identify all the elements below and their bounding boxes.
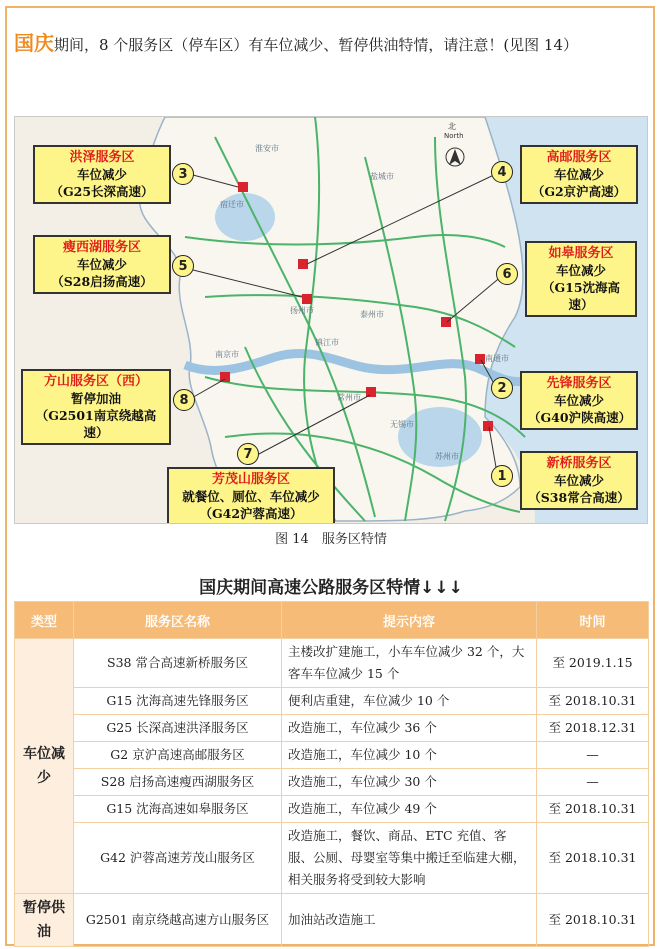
callout-xinqiao: 新桥服务区 车位减少 （S38常合高速）: [520, 451, 638, 510]
city-label: 宿迁市: [220, 200, 244, 209]
table-row: [15, 639, 649, 688]
city-label: 无锡市: [390, 420, 414, 429]
table-title: 国庆期间高速公路服务区特情↓↓↓: [199, 578, 463, 598]
marker-number: 6: [496, 263, 518, 285]
table-row: [15, 823, 649, 894]
city-label: 南京市: [215, 350, 239, 359]
time-cell: 至 2018.10.31: [537, 796, 649, 823]
service-area-table: [14, 601, 649, 947]
name-cell: S28 启扬高速瘦西湖服务区: [74, 769, 282, 796]
header-type: 类型: [15, 602, 74, 639]
name-cell: G15 沈海高速如皋服务区: [74, 796, 282, 823]
header-name: 服务区名称: [74, 602, 282, 639]
table-row: [15, 688, 649, 715]
name-cell: G2 京沪高速高邮服务区: [74, 742, 282, 769]
intro-text: 期间，8 个服务区（停车区）有车位减少、暂停供油特情，请注意！(见图 14）: [54, 36, 579, 54]
content-cell: 改造施工，车位减少 30 个: [282, 769, 537, 796]
name-cell: G25 长深高速洪泽服务区: [74, 715, 282, 742]
callout-shouxihu: 瘦西湖服务区 车位减少 （S28启扬高速）: [33, 235, 171, 294]
city-label: 淮安市: [255, 144, 279, 153]
intro-highlight: 国庆: [14, 31, 54, 55]
callout-rugao: 如皋服务区 车位减少 （G15沈海高速）: [525, 241, 637, 317]
table-row: [15, 769, 649, 796]
service-area-map: [14, 116, 648, 524]
table-row: [15, 894, 649, 947]
content-cell: 主楼改扩建施工，小车车位减少 32 个，大客车车位减少 15 个: [282, 639, 537, 688]
type-cell: 暂停供油: [15, 894, 74, 947]
table-row: [15, 796, 649, 823]
city-label: 苏州市: [435, 452, 459, 461]
city-label: 泰州市: [360, 310, 384, 319]
time-cell: 至 2019.1.15: [537, 639, 649, 688]
city-label: 南通市: [485, 354, 509, 363]
marker-number: 1: [491, 465, 513, 487]
content-cell: 便利店重建，车位减少 10 个: [282, 688, 537, 715]
callout-xianfeng: 先锋服务区 车位减少 （G40沪陕高速）: [520, 371, 638, 430]
table-row: [15, 742, 649, 769]
marker-number: 5: [172, 255, 194, 277]
name-cell: S38 常合高速新桥服务区: [74, 639, 282, 688]
table-row: [15, 715, 649, 742]
marker-number: 2: [491, 377, 513, 399]
header-content: 提示内容: [282, 602, 537, 639]
callout-gaoyou: 高邮服务区 车位减少 （G2京沪高速）: [520, 145, 638, 204]
north-cn-label: 北: [448, 122, 456, 131]
marker-number: 3: [172, 163, 194, 185]
intro-paragraph: [14, 22, 644, 66]
city-label: 扬州市: [290, 306, 314, 315]
figure-caption: 图 14 服务区特情: [275, 532, 387, 547]
table-header-row: [15, 602, 649, 639]
name-cell: G15 沈海高速先锋服务区: [74, 688, 282, 715]
time-cell: 至 2018.10.31: [537, 688, 649, 715]
content-cell: 加油站改造施工: [282, 894, 537, 947]
marker-number: 4: [491, 161, 513, 183]
callout-hongze: 洪泽服务区 车位减少 （G25长深高速）: [33, 145, 171, 204]
callout-fangshan: 方山服务区（西） 暂停加油 （G2501南京绕越高速）: [21, 369, 171, 445]
city-label: 镇江市: [315, 338, 339, 347]
header-time: 时间: [537, 602, 649, 639]
time-cell: —: [537, 769, 649, 796]
city-label: 常州市: [337, 393, 361, 402]
city-label: 盐城市: [370, 172, 394, 181]
name-cell: G2501 南京绕越高速方山服务区: [74, 894, 282, 947]
marker-number: 7: [237, 443, 259, 465]
content-cell: 改造施工，餐饮、商品、ETC 充值、客服、公厕、母婴室等集中搬迁至临建大棚，相关服务将受到较大影响: [282, 823, 537, 894]
time-cell: 至 2018.12.31: [537, 715, 649, 742]
marker-number: 8: [173, 389, 195, 411]
name-cell: G42 沪蓉高速芳茂山服务区: [74, 823, 282, 894]
time-cell: 至 2018.10.31: [537, 894, 649, 947]
time-cell: 至 2018.10.31: [537, 823, 649, 894]
content-cell: 改造施工，车位减少 49 个: [282, 796, 537, 823]
callout-fangmaoshan: 芳茂山服务区 就餐位、厕位、车位减少 （G42沪蓉高速）: [167, 467, 335, 524]
time-cell: —: [537, 742, 649, 769]
content-cell: 改造施工，车位减少 36 个: [282, 715, 537, 742]
content-cell: 改造施工，车位减少 10 个: [282, 742, 537, 769]
type-cell: 车位减少: [15, 639, 74, 894]
north-label: North: [444, 132, 464, 140]
